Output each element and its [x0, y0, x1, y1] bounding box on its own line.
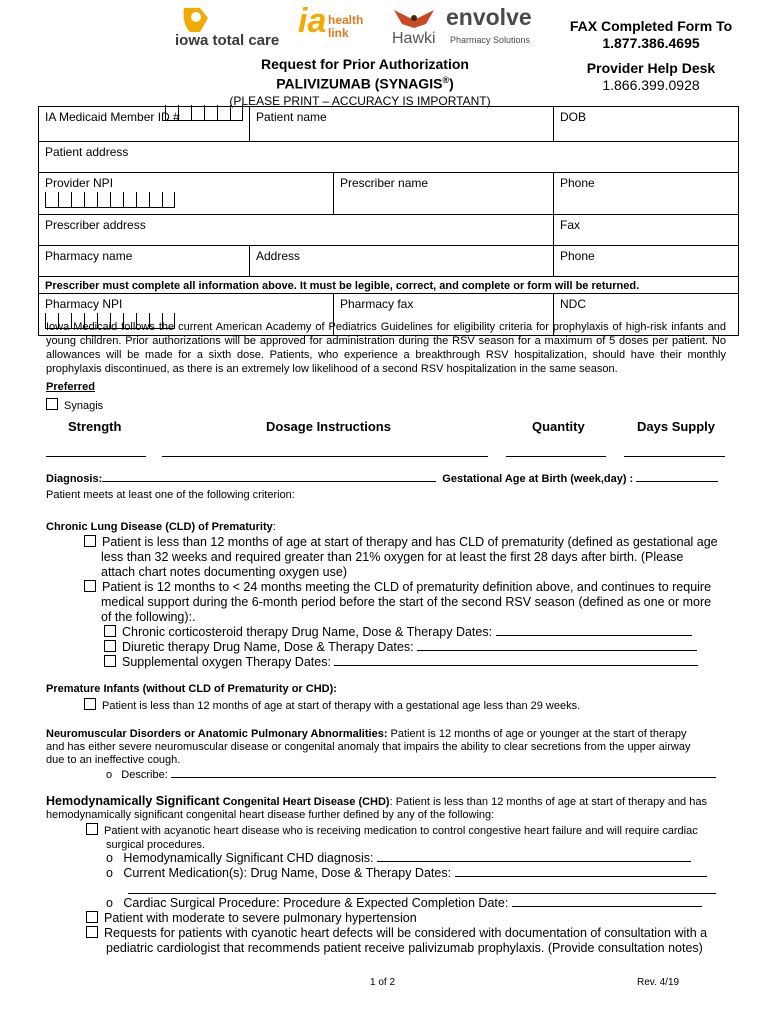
pharmacy-fax-label: Pharmacy fax	[340, 297, 414, 311]
days-supply-input-line[interactable]	[624, 456, 725, 457]
member-id-boxes	[165, 103, 243, 121]
title-close: )	[449, 75, 454, 92]
member-id-field[interactable]	[39, 107, 250, 142]
chd-surgical-input[interactable]	[512, 897, 702, 907]
patient-name-field[interactable]	[250, 107, 554, 142]
iowa-total-care-text: iowa total care	[175, 32, 280, 49]
gestational-age-label: Gestational Age at Birth (week,day) :	[442, 473, 634, 485]
diagnosis-input[interactable]	[102, 471, 436, 482]
prescriber-name-field[interactable]	[334, 173, 554, 215]
prescriber-address-field[interactable]	[39, 215, 554, 246]
envolve-text: envolve	[446, 4, 532, 30]
bullet-icon: o	[106, 866, 113, 880]
diagnosis-label: Diagnosis:	[46, 473, 103, 485]
premature-heading: Premature Infants (without CLD of Prematurity or CHD):	[46, 683, 337, 695]
chd-surgical-label: Cardiac Surgical Procedure: Procedure & Expected Completion Date:	[123, 896, 509, 910]
envolve-subtext: Pharmacy Solutions	[450, 35, 531, 45]
gestational-age-input[interactable]	[636, 471, 718, 482]
cld-option-1-line2: less than 32 weeks and required greater than 21% oxygen for at least the first 28 days after birth. (Please	[101, 550, 684, 564]
patient-info-table	[38, 106, 739, 336]
col-strength: Strength	[68, 419, 122, 434]
ndc-label: NDC	[560, 297, 586, 311]
oxygen-label: Supplemental oxygen Therapy Dates:	[122, 655, 331, 669]
provider-npi-boxes	[45, 190, 175, 208]
hawk-icon	[392, 6, 436, 30]
guidelines-paragraph: Iowa Medicaid follows the current American Academy of Pediatrics Guidelines for eligibility criteria for prophylaxis of high-risk infants and young children. Prior authorizations will be approved for administration during the RSV season for a maximum of 5 doses per patient. No allowances will be made for a sixth dose. Patients, who experience a breakthrough RSV hospitalization, should have their monthly prophylaxis discontinued, as there is an extremely low likelihood of a second RSV hospitalization in the same season.	[46, 321, 726, 375]
hawki-text: Hawki	[392, 30, 436, 47]
corticosteroid-label: Chronic corticosteroid therapy Drug Name, Dose & Therapy Dates:	[122, 625, 493, 639]
chd-text-line1: : Patient is less than 12 months of age at start of therapy and has	[389, 796, 707, 808]
neuro-text-line1: Patient is 12 months of age or younger at the start of therapy	[387, 728, 687, 740]
cld-option-1-line1: Patient is less than 12 months of age at start of therapy and has CLD of prematurity (defined as gestational age	[102, 535, 718, 549]
chd-bullet-diagnosis	[106, 851, 691, 866]
oxygen-checkbox[interactable]	[104, 655, 116, 667]
provider-npi-field[interactable]	[39, 173, 334, 215]
describe-label: Describe:	[121, 769, 168, 781]
neuro-heading: Neuromuscular Disorders or Anatomic Pulmonary Abnormalities:	[46, 728, 388, 740]
dob-label: DOB	[560, 110, 587, 124]
title-registered: ®	[442, 75, 450, 85]
provider-npi-label: Provider NPI	[45, 176, 114, 190]
chd-option-1-line1: Patient with acyanotic heart disease who is receiving medication to control congestive heart failure and will require cardiac	[104, 825, 698, 837]
chd-option-1-checkbox[interactable]	[86, 823, 98, 835]
help-label: Provider Help Desk	[586, 60, 716, 76]
cld-option-1-checkbox[interactable]	[84, 535, 96, 547]
page-title	[230, 56, 500, 92]
chd-option-3-line1: Requests for patients with cyanotic heart defects will be considered with documentation of consultation with a	[104, 926, 708, 940]
cld-sub-oxygen[interactable]	[104, 655, 698, 670]
chd-option-1-line2: surgical procedures.	[106, 839, 206, 851]
col-dosage: Dosage Instructions	[266, 419, 391, 434]
chd-medication-label: Current Medication(s): Drug Name, Dose & Therapy Dates:	[123, 866, 452, 880]
cld-heading-colon: :	[272, 521, 276, 533]
chd-option-3[interactable]	[86, 926, 736, 956]
oxygen-input[interactable]	[334, 656, 698, 666]
diagnosis-row	[46, 471, 718, 485]
dosage-input-line[interactable]	[162, 456, 488, 457]
title-drug: PALIVIZUMAB (SYNAGIS	[276, 75, 443, 92]
pharmacy-phone-field[interactable]	[554, 246, 739, 277]
corticosteroid-input[interactable]	[496, 626, 692, 636]
bullet-icon: o	[106, 851, 113, 865]
col-days-supply: Days Supply	[637, 419, 716, 434]
chd-section	[46, 795, 736, 822]
pharmacy-name-label: Pharmacy name	[45, 249, 133, 263]
neuro-section	[46, 728, 736, 767]
cld-heading-text: Chronic Lung Disease (CLD) of Prematurity	[46, 521, 273, 533]
pharmacy-phone-label: Phone	[560, 249, 595, 263]
chd-medication-input[interactable]	[455, 867, 707, 877]
title-line1: Request for Prior Authorization	[261, 56, 469, 72]
cld-heading	[46, 521, 276, 533]
patient-address-field[interactable]	[39, 142, 739, 173]
diuretic-input[interactable]	[417, 641, 697, 651]
neuro-describe	[106, 768, 716, 781]
fax-field[interactable]	[554, 215, 739, 246]
notice-text: Prescriber must complete all information above. It must be legible, correct, and complete or form will be returned.	[45, 280, 640, 292]
ia-health-link-logo	[298, 2, 386, 48]
cld-sub-corticosteroid[interactable]	[104, 625, 692, 640]
patient-name-label: Patient name	[256, 110, 327, 124]
col-quantity: Quantity	[532, 419, 585, 434]
neuro-text-line2: and has either severe neuromuscular disease or congenital anomaly that impairs the ability to clear secretions from the upper airway	[46, 741, 691, 753]
chd-option-3-checkbox[interactable]	[86, 926, 98, 938]
preferred-label: Preferred	[46, 381, 95, 393]
health-link-text: health link	[328, 13, 364, 40]
neuro-text-line3: due to an ineffective cough.	[46, 754, 181, 766]
synagis-checkbox[interactable]	[46, 398, 58, 410]
chd-option-3-line2: pediatric cardiologist that recommends patient receive palivizumab prophylaxis. (Provide consultation notes)	[106, 941, 703, 955]
pharmacy-name-field[interactable]	[39, 246, 250, 277]
iowa-total-care-logo	[175, 6, 293, 50]
prescriber-address-label: Prescriber address	[45, 218, 146, 232]
address-field[interactable]	[250, 246, 554, 277]
cld-option-1-line3: attach chart notes documenting oxygen use)	[101, 565, 347, 579]
fax-block	[556, 18, 746, 52]
chd-text-line2: hemodynamically significant congenital heart disease further defined by any of the following:	[46, 809, 495, 821]
hawki-logo	[390, 6, 440, 50]
quantity-input-line[interactable]	[506, 456, 606, 457]
chd-heading-b: Congenital Heart Disease (CHD)	[219, 796, 390, 808]
premature-option[interactable]	[84, 698, 580, 712]
fax-number: 1.877.386.4695	[602, 35, 700, 51]
help-desk-block	[556, 60, 746, 94]
fax-field-label: Fax	[560, 218, 581, 232]
corticosteroid-checkbox[interactable]	[104, 625, 116, 637]
address-label: Address	[256, 249, 301, 263]
premature-checkbox[interactable]	[84, 698, 96, 710]
synagis-label: Synagis	[64, 400, 104, 412]
prescriber-name-label: Prescriber name	[340, 176, 429, 190]
prescriber-notice	[39, 277, 739, 294]
chd-heading-a: Hemodynamically Significant	[46, 794, 220, 808]
help-number: 1.866.399.0928	[602, 77, 700, 93]
pharmacy-npi-label: Pharmacy NPI	[45, 297, 123, 311]
chd-option-2-label: Patient with moderate to severe pulmonary hypertension	[104, 911, 417, 925]
cld-option-2-line2: medical support during the 6-month period before the start of the second RSV season (defined as one or more	[101, 595, 712, 609]
iowa-total-care-mark-icon	[180, 6, 220, 34]
phone-field[interactable]	[554, 173, 739, 215]
cld-option-2-line1: Patient is 12 months to < 24 months meeting the CLD of prematurity definition above, and continues to require	[102, 580, 712, 594]
phone-label: Phone	[560, 176, 595, 190]
chd-option-2-checkbox[interactable]	[86, 911, 98, 923]
envolve-logo	[446, 4, 550, 50]
synagis-option[interactable]	[46, 398, 103, 412]
cld-option-2[interactable]	[84, 580, 734, 625]
chd-option-1[interactable]	[86, 823, 736, 852]
member-id-label: IA Medicaid Member ID #	[45, 110, 180, 124]
cld-sub-diuretic[interactable]	[104, 640, 697, 655]
chd-option-2[interactable]	[86, 911, 417, 926]
chd-medication-input-line2[interactable]	[128, 893, 716, 894]
bullet-icon: o	[106, 769, 113, 781]
chd-bullet-medication	[106, 866, 707, 881]
cld-option-1[interactable]	[84, 535, 734, 580]
premature-option-label: Patient is less than 12 months of age at start of therapy with a gestational age less than 29 weeks.	[102, 700, 581, 712]
cld-option-2-checkbox[interactable]	[84, 580, 96, 592]
strength-input-line[interactable]	[46, 456, 146, 457]
criterion-text: Patient meets at least one of the following criterion:	[46, 489, 295, 501]
chd-diagnosis-label: Hemodynamically Significant CHD diagnosis:	[123, 851, 374, 865]
fax-label: FAX Completed Form To	[569, 18, 733, 34]
page-number: 1 of 2	[370, 977, 396, 988]
diuretic-label: Diuretic therapy Drug Name, Dose & Therapy Dates:	[122, 640, 414, 654]
revision: Rev. 4/19	[637, 977, 680, 988]
bullet-icon: o	[106, 896, 113, 910]
please-print-note: (PLEASE PRINT – ACCURACY IS IMPORTANT)	[229, 94, 491, 108]
describe-input[interactable]	[171, 768, 716, 778]
chd-bullet-surgical	[106, 896, 702, 911]
patient-address-label: Patient address	[45, 145, 129, 159]
diuretic-checkbox[interactable]	[104, 640, 116, 652]
chd-diagnosis-input[interactable]	[377, 852, 691, 862]
title-line2	[230, 72, 500, 92]
dob-field[interactable]	[554, 107, 739, 142]
ia-mark: ia	[298, 2, 327, 40]
cld-option-2-line3: of the following):.	[101, 610, 196, 624]
